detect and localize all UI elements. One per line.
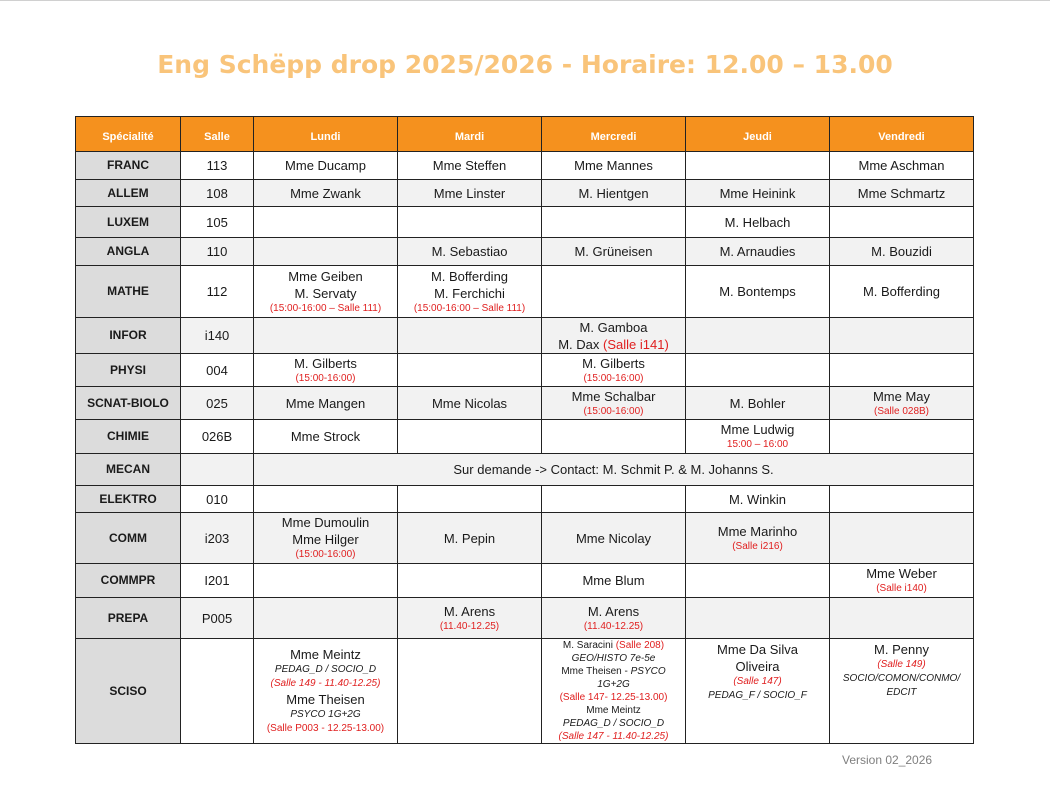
room-note: (Salle i216) xyxy=(732,540,783,552)
vendredi-cell xyxy=(830,564,974,598)
spec-cell: PREPA xyxy=(76,598,181,639)
jeudi-cell: M. Helbach xyxy=(686,207,830,238)
mardi-cell xyxy=(398,318,542,354)
header-specialite: Spécialité xyxy=(76,117,181,152)
row-mecan xyxy=(76,454,974,486)
jeudi-cell xyxy=(686,318,830,354)
mercredi-cell xyxy=(542,318,686,354)
mardi-cell xyxy=(398,598,542,639)
vendredi-cell xyxy=(830,598,974,639)
jeudi-cell xyxy=(686,354,830,387)
lundi-cell: Mme Mangen xyxy=(254,387,398,420)
spec-cell: COMMPR xyxy=(76,564,181,598)
time-room-note: (15:00-16:00 – Salle 111) xyxy=(269,302,382,314)
teacher-name: M. Gilberts xyxy=(294,355,357,371)
mercredi-cell xyxy=(542,207,686,238)
on-demand-contact-cell: Sur demande -> Contact: M. Schmit P. & M. Johanns S. xyxy=(254,454,974,486)
row-mathe xyxy=(76,266,974,318)
jeudi-cell xyxy=(686,513,830,564)
teacher-name: M. Arens xyxy=(587,603,640,619)
header-row xyxy=(76,117,974,152)
header-lundi: Lundi xyxy=(254,117,398,152)
spec-cell: MATHE xyxy=(76,266,181,318)
room-time-note: (Salle 149 - 11.40-12.25) xyxy=(270,678,381,689)
spec-cell: SCISO xyxy=(76,639,181,744)
lundi-cell xyxy=(254,266,398,318)
vendredi-cell xyxy=(830,354,974,387)
salle-cell xyxy=(181,639,254,744)
vendredi-cell xyxy=(830,318,974,354)
lundi-cell xyxy=(254,598,398,639)
teacher-name: Mme Hilger xyxy=(292,532,359,547)
mardi-cell: Mme Steffen xyxy=(398,152,542,180)
salle-cell: 004 xyxy=(181,354,254,387)
salle-cell: 105 xyxy=(181,207,254,238)
spec-cell: FRANC xyxy=(76,152,181,180)
jeudi-cell xyxy=(686,639,830,744)
mercredi-cell xyxy=(542,266,686,318)
teacher-name: M. Saracini xyxy=(562,640,616,651)
mercredi-cell xyxy=(542,420,686,454)
mercredi-cell: Mme Blum xyxy=(542,564,686,598)
mardi-cell: M. Pepin xyxy=(398,513,542,564)
vendredi-cell: Mme Aschman xyxy=(830,152,974,180)
jeudi-cell: Mme Heinink xyxy=(686,180,830,207)
schedule-table xyxy=(75,116,974,744)
course-codes: PSYCO 1G+2G xyxy=(597,666,666,690)
mardi-cell xyxy=(398,354,542,387)
room-note: (Salle i141) xyxy=(603,336,669,352)
salle-cell: 113 xyxy=(181,152,254,180)
jeudi-cell: M. Bohler xyxy=(686,387,830,420)
course-codes: PEDAG_F / SOCIO_F xyxy=(708,690,807,701)
spec-cell: ALLEM xyxy=(76,180,181,207)
mardi-cell xyxy=(398,486,542,513)
lundi-cell xyxy=(254,564,398,598)
teacher-name: Mme Theisen - xyxy=(561,666,631,677)
jeudi-cell xyxy=(686,420,830,454)
lundi-cell xyxy=(254,207,398,238)
teacher-name: M. Bofferding xyxy=(430,268,509,284)
room-note: (Salle 028B) xyxy=(873,405,930,417)
spec-cell: CHIMIE xyxy=(76,420,181,454)
vendredi-cell xyxy=(830,207,974,238)
teacher-name: Mme Meintz xyxy=(290,647,361,662)
course-codes: PSYCO 1G+2G xyxy=(290,709,361,720)
mardi-cell: Mme Nicolas xyxy=(398,387,542,420)
mardi-cell xyxy=(398,420,542,454)
lundi-cell xyxy=(254,354,398,387)
teacher-name: Mme Weber xyxy=(866,566,937,581)
course-codes: GEO/HISTO 7e-5e xyxy=(571,653,656,664)
time-note: (15:00-16:00) xyxy=(583,372,644,384)
mercredi-cell xyxy=(542,354,686,387)
vendredi-cell xyxy=(830,639,974,744)
teacher-name: M. Gilberts xyxy=(582,355,645,371)
spec-cell: INFOR xyxy=(76,318,181,354)
row-luxem xyxy=(76,207,974,238)
room-note: (Salle i140) xyxy=(876,583,927,594)
row-franc xyxy=(76,152,974,180)
vendredi-cell xyxy=(830,420,974,454)
page-title: Eng Schëpp drop 2025/2026 - Horaire: 12.00 – 13.00 xyxy=(157,50,893,79)
teacher-name: M. Gamboa xyxy=(579,319,648,335)
lundi-cell xyxy=(254,238,398,266)
jeudi-cell: M. Winkin xyxy=(686,486,830,513)
spec-cell: ANGLA xyxy=(76,238,181,266)
salle-cell: I201 xyxy=(181,564,254,598)
course-codes: SOCIO/COMON/CONMO/ xyxy=(842,673,961,684)
time-note: 15:00 – 16:00 xyxy=(726,439,789,450)
lundi-cell xyxy=(254,639,398,744)
jeudi-cell: M. Arnaudies xyxy=(686,238,830,266)
header-mercredi: Mercredi xyxy=(542,117,686,152)
mardi-cell xyxy=(398,639,542,744)
jeudi-cell xyxy=(686,598,830,639)
row-comm xyxy=(76,513,974,564)
row-chimie xyxy=(76,420,974,454)
mercredi-cell: M. Grüneisen xyxy=(542,238,686,266)
mercredi-cell xyxy=(542,598,686,639)
jeudi-cell xyxy=(686,152,830,180)
spec-cell: LUXEM xyxy=(76,207,181,238)
time-note: (11.40-12.25) xyxy=(439,620,500,632)
mercredi-cell: M. Hientgen xyxy=(542,180,686,207)
teacher-name: M. Servaty xyxy=(294,285,357,301)
course-codes: PEDAG_D / SOCIO_D xyxy=(274,664,377,675)
salle-cell: 026B xyxy=(181,420,254,454)
salle-cell: 010 xyxy=(181,486,254,513)
vendredi-cell xyxy=(830,486,974,513)
lundi-cell xyxy=(254,318,398,354)
header-salle: Salle xyxy=(181,117,254,152)
mercredi-cell xyxy=(542,387,686,420)
teacher-name: Mme Schalbar xyxy=(571,388,656,404)
teacher-name: Mme Geiben xyxy=(288,268,363,284)
salle-cell: 108 xyxy=(181,180,254,207)
teacher-name: Oliveira xyxy=(735,659,780,674)
row-physi xyxy=(76,354,974,387)
lundi-cell xyxy=(254,486,398,513)
row-allem xyxy=(76,180,974,207)
lundi-cell: Mme Strock xyxy=(254,420,398,454)
teacher-name: Mme Da Silva xyxy=(717,642,798,657)
mardi-cell xyxy=(398,564,542,598)
vendredi-cell: M. Bofferding xyxy=(830,266,974,318)
spec-cell: ELEKTRO xyxy=(76,486,181,513)
teacher-name: Mme Dumoulin xyxy=(281,515,370,530)
mardi-cell xyxy=(398,266,542,318)
room-note: (Salle 149) xyxy=(877,659,926,670)
teacher-name: M. Arens xyxy=(443,603,496,619)
room-note: (Salle 147) xyxy=(733,676,782,687)
spec-cell: MECAN xyxy=(76,454,181,486)
mardi-cell xyxy=(398,207,542,238)
room-time-note: (Salle 147 - 11.40-12.25) xyxy=(558,731,669,742)
mercredi-cell xyxy=(542,486,686,513)
row-commpr xyxy=(76,564,974,598)
vendredi-cell xyxy=(830,387,974,420)
vendredi-cell: M. Bouzidi xyxy=(830,238,974,266)
row-sciso xyxy=(76,639,974,744)
spec-cell: SCNAT-BIOLO xyxy=(76,387,181,420)
salle-cell: i140 xyxy=(181,318,254,354)
salle-cell: P005 xyxy=(181,598,254,639)
room-note: (Salle 208) xyxy=(615,640,665,651)
teacher-name: Mme Meintz xyxy=(586,705,641,716)
spec-cell: PHYSI xyxy=(76,354,181,387)
time-note: (15:00-16:00) xyxy=(295,372,356,384)
row-elektro xyxy=(76,486,974,513)
version-label: Version 02_2026 xyxy=(842,753,933,767)
row-scnat-biolo xyxy=(76,387,974,420)
vendredi-cell xyxy=(830,513,974,564)
teacher-name: M. Ferchichi xyxy=(434,285,505,301)
time-note: (11.40-12.25) xyxy=(583,620,644,632)
row-prepa xyxy=(76,598,974,639)
mardi-cell: M. Sebastiao xyxy=(398,238,542,266)
header-vendredi: Vendredi xyxy=(830,117,974,152)
header-mardi: Mardi xyxy=(398,117,542,152)
room-time-note: (Salle 147- 12.25-13.00) xyxy=(559,692,668,703)
mercredi-cell: Mme Nicolay xyxy=(542,513,686,564)
jeudi-cell xyxy=(686,564,830,598)
mercredi-cell xyxy=(542,639,686,744)
teacher-name: M. Dax xyxy=(558,336,600,352)
salle-cell xyxy=(181,454,254,486)
course-codes: EDCIT xyxy=(886,687,917,698)
lundi-cell: Mme Zwank xyxy=(254,180,398,207)
teacher-name: Mme Marinho xyxy=(717,523,798,539)
teacher-name: Mme May xyxy=(872,388,931,404)
mardi-cell: Mme Linster xyxy=(398,180,542,207)
top-border-line xyxy=(0,0,1050,1)
teacher-name: Mme Ludwig xyxy=(720,422,795,437)
time-room-note: (15:00-16:00 – Salle 111) xyxy=(413,302,526,314)
time-note: (15:00-16:00) xyxy=(583,405,644,417)
salle-cell: 110 xyxy=(181,238,254,266)
lundi-cell: Mme Ducamp xyxy=(254,152,398,180)
jeudi-cell: M. Bontemps xyxy=(686,266,830,318)
salle-cell: i203 xyxy=(181,513,254,564)
spec-cell: COMM xyxy=(76,513,181,564)
salle-cell: 025 xyxy=(181,387,254,420)
lundi-cell xyxy=(254,513,398,564)
course-codes: PEDAG_D / SOCIO_D xyxy=(562,718,665,729)
row-angla xyxy=(76,238,974,266)
teacher-name: M. Penny xyxy=(874,642,929,657)
vendredi-cell: Mme Schmartz xyxy=(830,180,974,207)
teacher-name: Mme Theisen xyxy=(286,692,365,707)
time-note: (15:00-16:00) xyxy=(295,549,356,560)
room-time-note: (Salle P003 - 12.25-13.00) xyxy=(266,723,385,734)
mercredi-cell: Mme Mannes xyxy=(542,152,686,180)
row-infor xyxy=(76,318,974,354)
header-jeudi: Jeudi xyxy=(686,117,830,152)
salle-cell: 112 xyxy=(181,266,254,318)
